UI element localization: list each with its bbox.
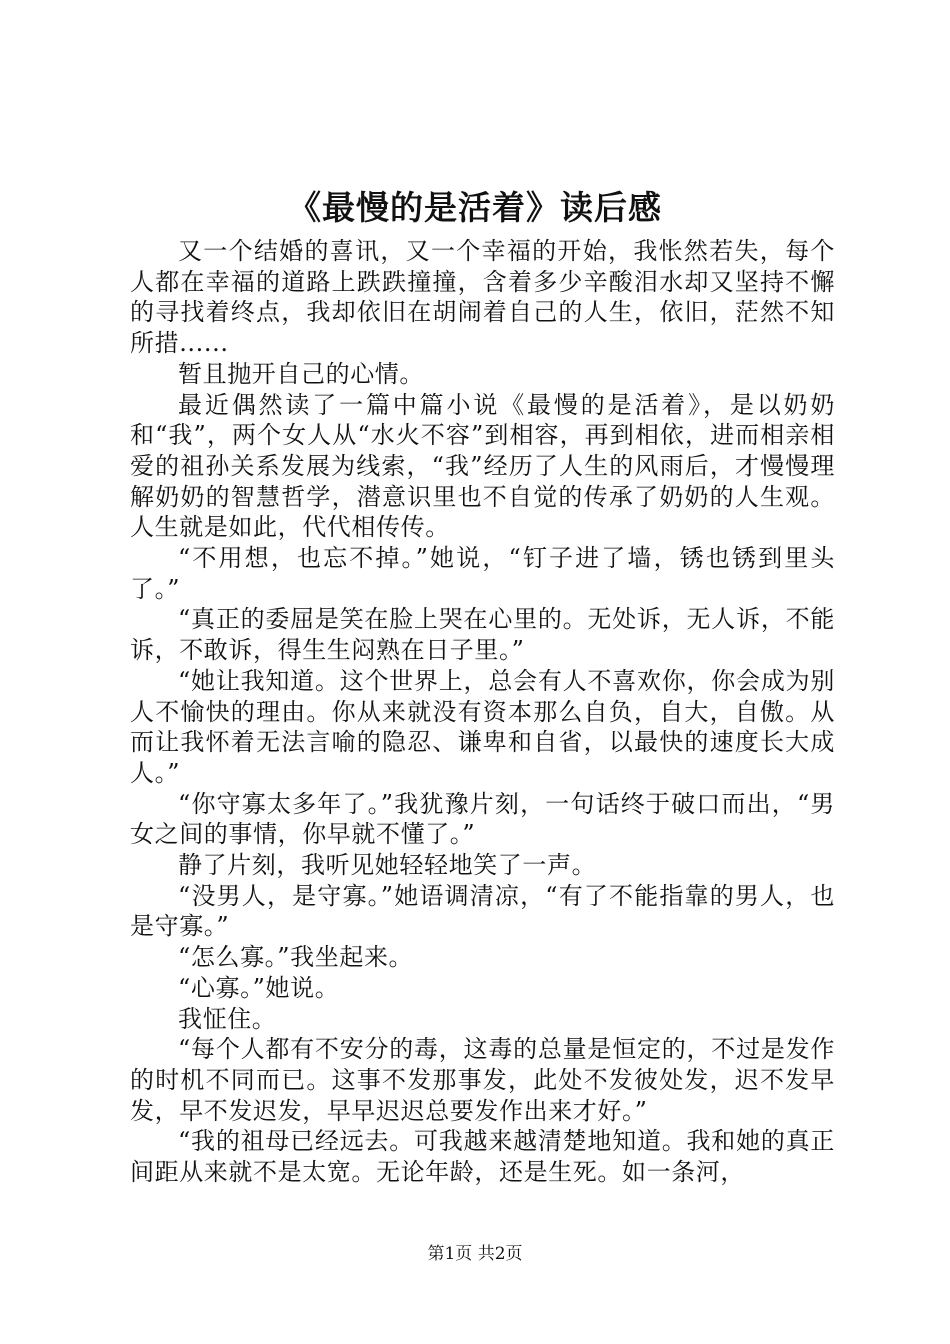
- document-title: 《最慢的是活着》读后感: [288, 188, 662, 227]
- paragraph: “真正的委屈是笑在脸上哭在心里的。无处诉，无人诉，不能诉，不敢诉，得生生闷熟在日子里。”: [130, 605, 835, 665]
- paragraph: “怎么寡。”我坐起来。: [178, 943, 414, 972]
- paragraph: “心寡。”她说。: [178, 973, 340, 1002]
- paragraph: “她让我知道。这个世界上，总会有人不喜欢你，你会成为别人不愉快的理由。你从来就没有资本那么自负，自大，自傲。从而让我怀着无法言喻的隐忍、谦卑和自省，以最快的速度长大成人。”: [130, 666, 835, 787]
- paragraph: “没男人，是守寡。”她语调清凉，“有了不能指靠的男人，也是守寡。”: [130, 881, 835, 941]
- document-body: [130, 236, 835, 1188]
- paragraph: 我怔住。: [178, 1004, 277, 1033]
- paragraph: 暂且抛开自己的心情。: [178, 359, 424, 388]
- page-footer: 第1页 共2页: [427, 1244, 523, 1264]
- paragraph: “每个人都有不安分的毒，这毒的总量是恒定的，不过是发作的时机不同而已。这事不发那事发，此处不发彼处发，迟不发早发，早不发迟发，早早迟迟总要发作出来才好。”: [130, 1035, 835, 1125]
- paragraph: “不用想，也忘不掉。”她说，“钉子进了墙，锈也锈到里头了。”: [130, 544, 835, 603]
- paragraph: 静了片刻，我听见她轻轻地笑了一声。: [178, 851, 597, 880]
- paragraph: “我的祖母已经远去。可我越来越清楚地知道。我和她的真正间距从来就不是太宽。无论年龄，还是生死。如一条河，: [130, 1127, 835, 1187]
- paragraph: 最近偶然读了一篇中篇小说《最慢的是活着》，是以奶奶和“我”，两个女人从“水火不容”到相容，再到相依，进而相亲相爱的祖孙关系发展为线索，“我”经历了人生的风雨后，才慢慢理解奶奶的智慧哲学，潜意识里也不自觉的传承了奶奶的人生观。人生就是如此，代代相传传。: [130, 390, 835, 542]
- paragraph: 又一个结婚的喜讯，又一个幸福的开始，我怅然若失，每个人都在幸福的道路上跌跌撞撞，含着多少辛酸泪水却又坚持不懈的寻找着终点，我却依旧在胡闹着自己的人生，依旧，茫然不知所措......: [130, 237, 835, 358]
- paragraph: “你守寡太多年了。”我犹豫片刻，一句话终于破口而出，“男女之间的事情，你早就不懂了。”: [130, 789, 835, 849]
